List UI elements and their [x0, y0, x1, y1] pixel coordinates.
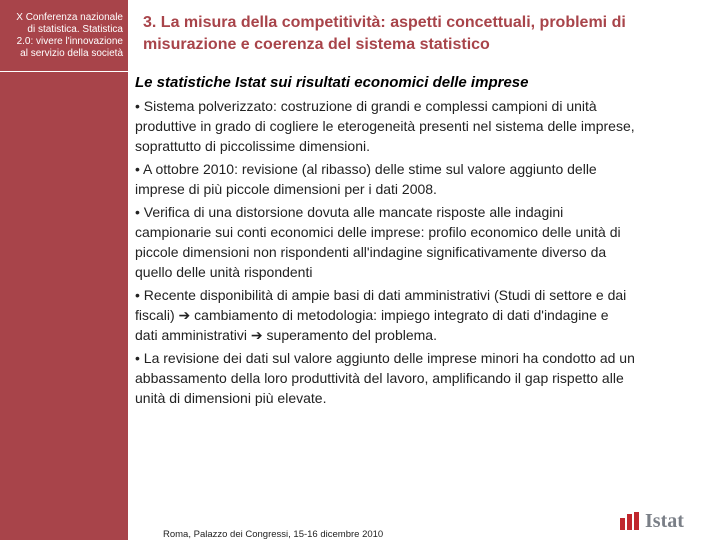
istat-logo: [620, 510, 684, 532]
slide-title: [143, 12, 713, 56]
bullet-line: campionarie sui conti economici delle imprese: profilo economico delle unità di: [135, 224, 621, 240]
conference-label-line: 2.0: vivere l'innovazione: [16, 36, 123, 47]
slide-content: [135, 72, 713, 540]
bullet-line: • Sistema polverizzato: costruzione di grandi e complessi campioni di unità: [135, 98, 597, 114]
bullet-item: [135, 96, 710, 156]
bullet-item: [135, 202, 710, 282]
sidebar-panel: [0, 0, 128, 540]
bullet-line: unità di dimensioni più elevate.: [135, 390, 327, 406]
section-subtitle: Le statistiche Istat sui risultati economici delle imprese: [135, 74, 529, 91]
conference-label-line: al servizio della società: [20, 48, 123, 59]
bullet-item: [135, 159, 710, 199]
slide-title-line: 3. La misura della competitività: aspetti concettuali, problemi di: [143, 14, 626, 31]
bullet-line: imprese di più piccole dimensioni per i dati 2008.: [135, 181, 437, 197]
slide-title-line: misurazione e coerenza del sistema statistico: [143, 36, 490, 53]
bullet-item: [135, 348, 710, 408]
istat-logo-bars-icon: [620, 512, 641, 530]
bullet-line: • La revisione dei dati sul valore aggiunto delle imprese minori ha condotto ad un: [135, 350, 635, 366]
bullet-line: piccole dimensioni non rispondenti all'indagine significativamente diverso da: [135, 244, 607, 260]
conference-label: [2, 12, 123, 60]
bullet-item: [135, 285, 710, 345]
bullet-line: abbassamento della loro produttività del lavoro, amplificando il gap rispetto alle: [135, 370, 624, 386]
bullet-line: • Verifica di una distorsione dovuta alle mancate risposte alle indagini: [135, 204, 564, 220]
bullet-line: quello delle unità rispondenti: [135, 264, 313, 280]
conference-label-line: X Conferenza nazionale: [16, 12, 123, 23]
bullet-line: • Recente disponibilità di ampie basi di dati amministrativi (Studi di settore e dai: [135, 287, 627, 303]
bullet-line: produttive in grado di cogliere le eterogeneità presenti nel sistema delle imprese,: [135, 118, 635, 134]
istat-logo-text: Istat: [645, 510, 684, 532]
bullet-line: fiscali) ➔ cambiamento di metodologia: impiego integrato di dati d'indagine e: [135, 307, 609, 323]
bullet-list: [135, 96, 710, 411]
bullet-line: soprattutto di piccolissime dimensioni.: [135, 138, 370, 154]
conference-label-line: di statistica. Statistica: [27, 24, 123, 35]
bullet-line: dati amministrativi ➔ superamento del problema.: [135, 327, 437, 343]
bullet-line: • A ottobre 2010: revisione (al ribasso) delle stime sul valore aggiunto delle: [135, 161, 597, 177]
footer-venue-date: Roma, Palazzo dei Congressi, 15-16 dicembre 2010: [163, 529, 384, 540]
